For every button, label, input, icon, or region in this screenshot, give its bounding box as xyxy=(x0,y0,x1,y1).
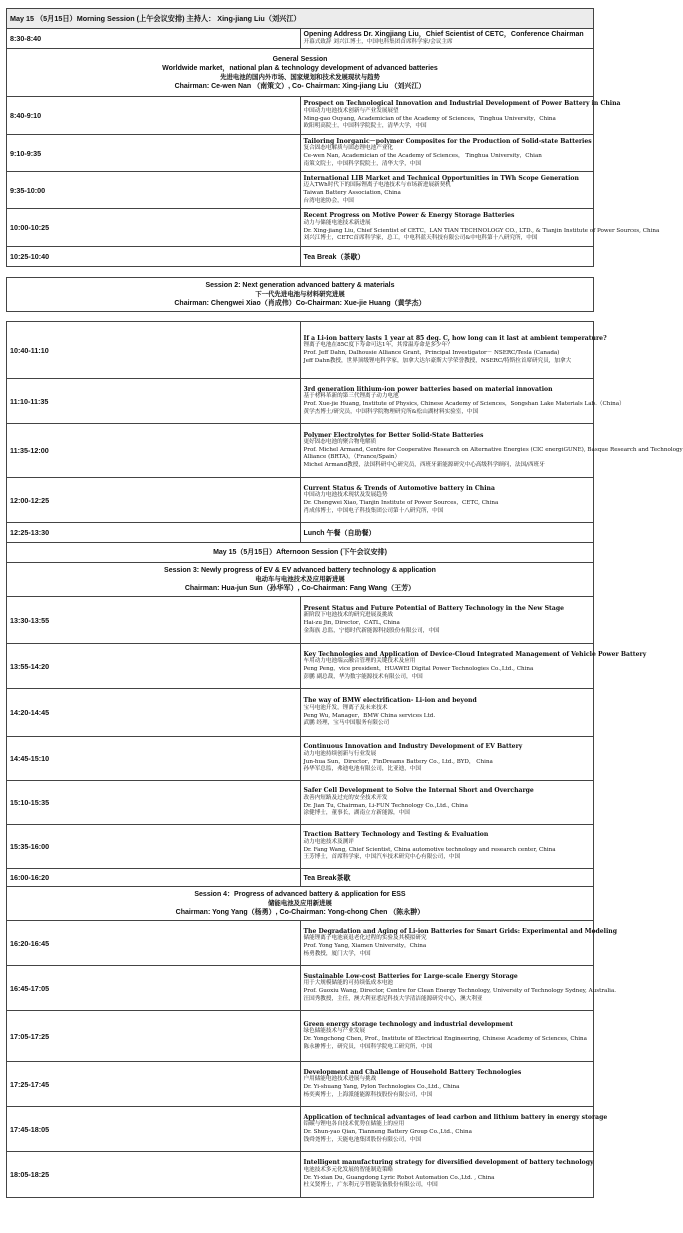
talk-row xyxy=(7,209,594,247)
program-table-wrapper xyxy=(6,8,683,1198)
talk-title: Development and Challenge of Household Battery Technologies xyxy=(303,1068,522,1076)
talk-detail: 肖成伟博士，中国电子科技集团公司第十八研究所，中国 xyxy=(303,507,444,514)
talk-cell xyxy=(300,737,594,781)
talk-row xyxy=(7,97,594,135)
talk-detail: 南策文院士，中国科学院院士，清华大学，中国 xyxy=(303,160,421,167)
talk-title: International LIB Market and Technical Opportunities in TWh Scope Generation xyxy=(303,174,579,182)
spacer xyxy=(7,267,594,278)
talk-detail: 刘兴江博士，CETC首席科学家，总工，中电科蓝天科技有限公司&中电科第十八研究所，中国 xyxy=(303,235,538,242)
talk-detail: 动力电池技术及测评 xyxy=(303,838,354,845)
talk-row xyxy=(7,478,594,523)
talk-row xyxy=(7,781,594,825)
talk-detail: 涂健博士，董事长，湖南立方新能源，中国 xyxy=(303,810,410,817)
talk-row xyxy=(7,424,594,478)
session-subtitle-cn: 下一代先进电池与材料研究进展 xyxy=(255,290,345,298)
talk-cell xyxy=(300,97,621,135)
talk-detail: Jun-hua Sun，Director，FinDreams Battery Co., Ltd., BYD， China xyxy=(303,758,493,765)
talk-detail: 黄学杰博士/研究员，中国科学院物理研究所&松山湖材料实验室，中国 xyxy=(303,408,479,415)
session-title: General Session xyxy=(272,55,328,63)
time-cell: 10:00-10:25 xyxy=(7,209,301,247)
talk-detail: Dr. Xing-jiang Liu, Chief Scientist of CETC，LAN TIAN TECHNOLOGY CO., LTD., & Tianjin Institute of Power Sources, China xyxy=(303,227,660,234)
talk-detail: 杨奕爽博士，上海派能能源科技股份有限公司，中国 xyxy=(303,1091,433,1098)
talk-cell xyxy=(300,921,617,966)
talk-detail: 动力电池持续创新与行业发展 xyxy=(303,750,377,757)
talk-detail: Hai-zu Jin, Director，CATL, China xyxy=(303,620,400,626)
tea-break-row xyxy=(7,247,594,267)
talk-title: Traction Battery Technology and Testing & Evaluation xyxy=(303,831,489,839)
talk-cell xyxy=(300,478,594,523)
talk-title: Current Status & Trends of Automotive battery in China xyxy=(303,484,495,492)
talk-title: Key Technologies and Application of Device-Cloud Integrated Management of Vehicle Power Battery xyxy=(303,650,647,658)
opening-row xyxy=(7,29,594,49)
talk-detail: 车用动力电池端云融合管理的关键技术及应用 xyxy=(303,658,416,665)
time-cell: 18:05-18:25 xyxy=(7,1152,301,1198)
talk-detail: 武鹏 经理，宝马中国服务有限公司 xyxy=(303,720,390,727)
time-cell: 16:00-16:20 xyxy=(7,869,301,887)
talk-row xyxy=(7,1062,594,1107)
time-cell: 17:25-17:45 xyxy=(7,1062,301,1107)
time-cell: 16:20-16:45 xyxy=(7,921,301,966)
talk-detail: Ming-gao Ouyang, Academician of the Academy of Sciences，Tinghua University，China xyxy=(303,115,556,122)
talk-title: Tailoring Inorganic－polymer Composites for the Production of Solid-state Batteries xyxy=(303,137,592,145)
tea-break-label: Tea Break茶歇 xyxy=(300,869,594,887)
session4-row xyxy=(7,887,594,921)
talk-title: Application of technical advantages of lead carbon and lithium battery in energy storage xyxy=(303,1113,608,1121)
session4-header xyxy=(7,887,594,921)
time-cell: 13:30-13:55 xyxy=(7,597,301,644)
time-cell: 10:25-10:40 xyxy=(7,247,301,267)
talk-detail: Dr. Yongchong Chen, Prof., Institute of Electrical Engineering, Chinese Academy of Sciences, China xyxy=(303,1036,587,1042)
talk-detail: 新阶段下电池技术的研究进展及挑战 xyxy=(303,612,394,619)
talk-detail: Ce-wen Nan, Academician of the Academy of Sciences， Tinghua University，Chian xyxy=(303,153,542,159)
talk-title: Present Status and Future Potential of Battery Technology in the New Stage xyxy=(303,604,564,612)
talk-detail: Dr. Yi-xian Du, Guangdong Lyric Robot Automation Co.,Ltd. , China xyxy=(303,1174,495,1181)
talk-row xyxy=(7,1107,594,1152)
talk-detail: 改善内短路及过充的安全技术开发 xyxy=(303,794,388,801)
lunch-row xyxy=(7,523,594,543)
time-cell: 8:30-8:40 xyxy=(7,29,301,49)
talk-title: Recent Progress on Motive Power & Energy Storage Batteries xyxy=(303,212,515,220)
talk-cell xyxy=(300,1152,594,1198)
talk-cell xyxy=(300,597,594,644)
talk-detail: 中国动力电池技术现状及发展趋势 xyxy=(303,492,388,499)
talk-cell xyxy=(300,424,683,478)
talk-detail: Taiwan Battery Association, China xyxy=(303,190,401,196)
talk-row xyxy=(7,737,594,781)
talk-detail: Alliance (BRTA)，（France/Spain） xyxy=(303,454,401,461)
talk-row xyxy=(7,1152,594,1198)
talk-detail: Dr. Shun-yao Qian, Tianneng Battery Group Co.,Ltd., China xyxy=(303,1129,472,1135)
time-cell: 15:35-16:00 xyxy=(7,825,301,869)
session4-talks xyxy=(7,921,617,1198)
talk-detail: 迈入TWh时代下的国际锂离子电池技术与市场新进展新契机 xyxy=(303,182,451,189)
talk-detail: Prof. Michel Armand, Centre for Cooperative Research on Alternative Energies (CIC energiGUNE), Basque Research and Technology xyxy=(303,446,683,453)
talk-detail: 杜义贤博士，广东利元亨智能装备股份有限公司，中国 xyxy=(303,1182,438,1189)
talk-cell xyxy=(300,172,594,209)
talk-detail: Dr. Jian Tu, Chairman, Li-FUN Technology Co.,Ltd., China xyxy=(303,802,468,809)
talk-cell xyxy=(300,966,617,1011)
talk-detail: 孙华军总监，弗迪电池有限公司，比亚迪，中国 xyxy=(303,766,421,773)
talk-title: Safer Cell Development to Solve the Internal Short and Overcharge xyxy=(303,787,534,795)
talk-row xyxy=(7,597,594,644)
session-chairs: Chairman: Hua-jun Sun（孙华军）, Co-Chairman: Fang Wang（王芳） xyxy=(184,585,416,592)
talk-cell xyxy=(300,1107,608,1152)
talk-detail: 储能锂离子电池衰退老化过程的实验及其模拟研究 xyxy=(303,935,427,942)
talk-title: Prospect on Technological Innovation and Industrial Development of Power Battery in China xyxy=(303,100,621,108)
talk-detail: 欧阳明高院士，中国科学院院士，清华大学，中国 xyxy=(303,123,427,130)
talk-row xyxy=(7,966,594,1011)
talk-row xyxy=(7,689,594,737)
morning-header: May 15 （5月15日）Morning Session (上午会议安排) 主持人： Xing-jiang Liu（刘兴江） xyxy=(7,9,594,29)
time-cell: 11:35-12:00 xyxy=(7,424,301,478)
session-title: Session 3: Newly progress of EV & EV advanced battery technology & application xyxy=(164,567,436,574)
talk-detail: 陈永翀博士，研究员，中国科学院电工研究所，中国 xyxy=(303,1043,433,1050)
general-session-row xyxy=(7,49,594,97)
talk-detail: 台湾电池协会，中国 xyxy=(303,197,354,204)
talk-detail: 彭鹏 副总裁，华为数字能源技术有限公司，中国 xyxy=(303,673,423,680)
talk-detail: Prof. Jeff Dahn, Dalhousie Alliance Grant，Principal Investigator－ NSERC/Tesla (Canada) xyxy=(303,350,560,356)
time-cell: 17:45-18:05 xyxy=(7,1107,301,1152)
talk-title: 3rd generation lithium-ion power batteries based on material innovation xyxy=(303,385,553,393)
morning-header-row xyxy=(7,9,594,29)
spacer xyxy=(7,312,594,322)
spacer-row xyxy=(7,312,594,322)
time-cell: 15:10-15:35 xyxy=(7,781,301,825)
talk-cell xyxy=(300,781,594,825)
talk-detail: 王芳博士，首席科学家，中国汽车技术研究中心有限公司，中国 xyxy=(303,854,461,861)
talk-detail: 基于材料革新的第三代锂离子动力电池 xyxy=(303,393,399,400)
tea-break-row xyxy=(7,869,594,887)
time-cell: 13:55-14:20 xyxy=(7,644,301,689)
session3-row xyxy=(7,563,594,597)
talk-detail: 电池技术多元化发展的智能制造策略 xyxy=(303,1166,394,1173)
talk-title: Green energy storage technology and industrial development xyxy=(303,1020,514,1028)
talk-row xyxy=(7,135,594,172)
session-subtitle-cn: 先进电池的国内外市场、国家规划和技术发展现状与趋势 xyxy=(220,72,380,81)
talk-detail: Prof. Guoxiu Wang, Director, Centre for Clean Energy Technology, University of Technology Sydney, Australia. xyxy=(303,988,617,994)
talk-row xyxy=(7,1011,594,1062)
time-cell: 14:45-15:10 xyxy=(7,737,301,781)
talk-detail: 杨勇教授，厦门大学，中国 xyxy=(303,950,371,957)
talk-detail: Dr. Yi-shuang Yang, Pylon Technologies Co.,Ltd., China xyxy=(303,1084,460,1090)
session-title: Session 4：Progress of advanced battery & application for ESS xyxy=(194,891,406,898)
talk-detail: 钱舜尧博士，天能电池集团股份有限公司，中国 xyxy=(303,1136,421,1143)
talk-detail: Peng Wu, Manager，BMW China services Ltd. xyxy=(303,712,436,719)
opening-title: Opening Address Dr. Xingjiang Liu，Chief Scientist of CETC，Conference Chairman xyxy=(303,30,584,38)
time-cell: 10:40-11:10 xyxy=(7,322,301,379)
talk-row xyxy=(7,322,594,379)
spacer-row xyxy=(7,267,594,278)
talk-title: If a Li-ion battery lasts 1 year at 85 deg. C, how long can it last at ambient temperature? xyxy=(303,334,607,342)
talk-title: Polymer Electrolytes for Better Solid-State Batteries xyxy=(303,431,484,439)
program-table xyxy=(6,8,683,1198)
talk-detail: 动力与储能电池技术新进展 xyxy=(303,219,371,226)
talk-detail: 复合固态电解质与固态锂电池产业化 xyxy=(303,145,394,152)
talk-detail: Peng Peng，vice president，HUAWEI Digital Power Technologies Co.,Ltd., China xyxy=(303,666,534,672)
talk-detail: Prof. Yong Yang, Xiamen University，China xyxy=(303,943,427,949)
talk-cell xyxy=(300,644,647,689)
tea-break-label: Tea Break（茶歇） xyxy=(300,247,594,267)
opening-cell xyxy=(300,29,594,49)
talk-cell xyxy=(300,322,607,379)
afternoon-header-row xyxy=(7,543,594,563)
talk-title: Continuous Innovation and Industry Development of EV Battery xyxy=(303,743,523,751)
talk-cell xyxy=(300,1062,594,1107)
talk-detail: Dr. Fang Wang, Chief Scientist, China automotive technology and research center, China xyxy=(303,846,556,853)
talk-row xyxy=(7,644,594,689)
lunch-label: Lunch 午餐（自助餐） xyxy=(300,523,594,543)
talk-cell xyxy=(300,379,625,424)
session2-talks xyxy=(7,322,683,523)
session3-talks xyxy=(7,597,647,869)
time-cell: 9:35-10:00 xyxy=(7,172,301,209)
time-cell: 12:00-12:25 xyxy=(7,478,301,523)
talk-row xyxy=(7,172,594,209)
general-session-header xyxy=(7,49,594,97)
session-subtitle-cn: 储能电池及应用新进展 xyxy=(268,899,332,907)
time-cell: 16:45-17:05 xyxy=(7,966,301,1011)
session3-header xyxy=(7,563,594,597)
talk-detail: Prof. Xue-jie Huang, Institute of Physics, Chinese Academy of Sciences，Songshan Lake Materials Lab.（China） xyxy=(303,401,625,407)
session-chairs: Chairman: Yong Yang（杨勇）, Co-Chairman: Yong-chong Chen （陈永翀） xyxy=(175,909,425,916)
talk-cell xyxy=(300,689,594,737)
talk-detail: 更好固态电池的聚合物电解质 xyxy=(303,439,377,446)
session-chairs: Chairman: Chengwei Xiao（肖成伟）Co-Chairman: Xue-jie Huang（黄学杰） xyxy=(174,300,426,307)
time-cell: 11:10-11:35 xyxy=(7,379,301,424)
talk-cell xyxy=(300,135,594,172)
talk-detail: 宝马电池开发，锂离子及未来技术 xyxy=(303,704,388,711)
talk-title: Intelligent manufacturing strategy for diversified development of battery technology xyxy=(303,1159,594,1167)
talk-cell xyxy=(300,1011,594,1062)
session-subtitle: Worldwide market，national plan & technology development of advanced batteries xyxy=(162,64,438,72)
general-session-talks xyxy=(7,97,660,247)
talk-title: Sustainable Low-cost Batteries for Large-scale Energy Storage xyxy=(303,972,518,980)
opening-cn: 开幕式致辞 刘兴江博士，中国电科集团首席科学家/会议主席 xyxy=(303,38,453,45)
talk-row xyxy=(7,379,594,424)
talk-detail: 汪国秀教授，主任，澳大利亚悉尼科技大学清洁能源研究中心，澳大利亚 xyxy=(303,995,483,1002)
session2-row xyxy=(7,278,594,312)
talk-detail: Michel Armand教授，法国科研中心研究员，西班牙新能源研究中心高级科学顾问，法国/西班牙 xyxy=(303,461,545,468)
talk-title: The Degradation and Aging of Li-ion Batteries for Smart Grids: Experimental and Modeling xyxy=(303,927,617,935)
talk-detail: 用于大规模储能的可持续低成本电池 xyxy=(303,980,394,987)
talk-row xyxy=(7,825,594,869)
session-chairs: Chairman: Ce-wen Nan （南策文）, Co- Chairman: Xing-jiang Liu （刘兴江） xyxy=(174,82,426,90)
talk-detail: 户用储能电池技术进展与挑战 xyxy=(303,1076,377,1083)
talk-row xyxy=(7,921,594,966)
talk-detail: Dr. Chengwei Xiao, Tianjin Institute of Power Sources，CETC, China xyxy=(303,500,499,506)
talk-detail: 锂离子电池在85C度下寿命可达1年，其常温寿命是多少年？ xyxy=(303,342,453,349)
talk-cell xyxy=(300,209,660,247)
session-title: Session 2: Next generation advanced battery & materials xyxy=(205,282,395,289)
talk-title: The way of BMW electrification- Li-ion and beyond xyxy=(303,697,477,705)
talk-detail: Jeff Dahn教授，世界顶级锂电科学家，加拿大达尔豪斯大学荣誉教授，NSERC/特斯拉首席研究员，加拿大 xyxy=(303,357,572,364)
session-subtitle-cn: 电动车与电池技术及应用新进展 xyxy=(255,575,345,583)
time-cell: 12:25-13:30 xyxy=(7,523,301,543)
talk-cell xyxy=(300,825,594,869)
session2-header xyxy=(7,278,594,312)
time-cell: 8:40-9:10 xyxy=(7,97,301,135)
time-cell: 17:05-17:25 xyxy=(7,1011,301,1062)
talk-detail: 金海族 总监，宁德时代新能源科技股份有限公司，中国 xyxy=(303,627,440,634)
time-cell: 9:10-9:35 xyxy=(7,135,301,172)
talk-detail: 绿色储能技术与产业发展 xyxy=(303,1028,366,1035)
talk-detail: 中国动力电池技术创新与产业发展展望 xyxy=(303,107,399,114)
time-cell: 14:20-14:45 xyxy=(7,689,301,737)
talk-detail: 铅碳与锂电各自技术优势在储能上的应用 xyxy=(303,1121,405,1128)
afternoon-header: May 15（5月15日）Afternoon Session (下午会议安排) xyxy=(7,543,594,563)
